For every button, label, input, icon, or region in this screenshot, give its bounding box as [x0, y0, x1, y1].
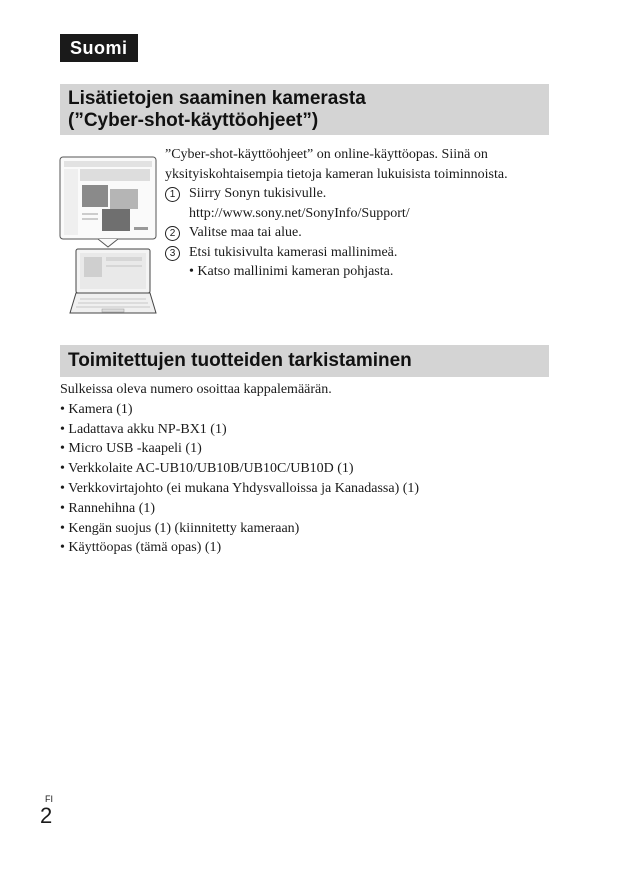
- step-number-circle: 2: [165, 226, 180, 241]
- supplied-items-body: [60, 380, 549, 558]
- list-item: • Rannehihna (1): [60, 500, 156, 516]
- computer-illustration: [58, 153, 158, 319]
- list-item: • Verkkolaite AC-UB10/UB10B/UB10C/UB10D (1): [60, 461, 354, 477]
- laptop-icon: [70, 249, 156, 313]
- step-2: [165, 223, 565, 243]
- list-item: • Micro USB -kaapeli (1): [60, 441, 202, 457]
- supplied-items-intro: Sulkeissa oleva numero osoittaa kappalemäärän.: [60, 382, 332, 397]
- list-item: • Verkkovirtajohto (ei mukana Yhdysvalloissa ja Kanadassa) (1): [60, 480, 420, 496]
- support-url[interactable]: http://www.sony.net/SonyInfo/Support/: [189, 205, 410, 221]
- intro-text: [165, 145, 565, 282]
- page-number: 2: [40, 803, 53, 828]
- section-title-line2: (”Cyber-shot-käyttöohjeet”): [68, 110, 319, 131]
- list-item: • Ladattava akku NP-BX1 (1): [60, 421, 227, 437]
- step-text: Siirry Sonyn tukisivulle.: [189, 186, 327, 201]
- language-code: FI: [45, 794, 53, 804]
- intro-line: yksityiskohtaisempia tietoja kameran lukuisista toiminnoista.: [165, 166, 508, 182]
- list-item: • Kamera (1): [60, 401, 133, 417]
- language-tab: Suomi: [60, 34, 138, 62]
- supplied-items-list: [60, 400, 549, 558]
- step-3: [165, 243, 565, 263]
- section-header-supplied-items: Toimitettujen tuotteiden tarkistaminen: [60, 345, 549, 377]
- step-text: Valitse maa tai alue.: [189, 225, 302, 240]
- step-3-note: • Katso mallinimi kameran pohjasta.: [189, 264, 394, 279]
- list-item: • Kengän suojus (1) (kiinnitetty kameraan): [60, 520, 300, 536]
- step-number-circle: 3: [165, 246, 180, 261]
- step-number-circle: 1: [165, 187, 180, 202]
- intro-line: ”Cyber-shot-käyttöohjeet” on online-käyttöopas. Siinä on: [165, 147, 488, 162]
- step-1: [165, 184, 565, 223]
- list-item: • Käyttöopas (tämä opas) (1): [60, 540, 222, 556]
- section-title-line1: Lisätietojen saaminen kamerasta: [68, 88, 366, 109]
- zoomed-screen-callout: [60, 157, 156, 247]
- step-text: Etsi tukisivulta kamerasi mallinimeä.: [189, 244, 398, 260]
- section-header-cyber-shot-guide: [60, 84, 549, 135]
